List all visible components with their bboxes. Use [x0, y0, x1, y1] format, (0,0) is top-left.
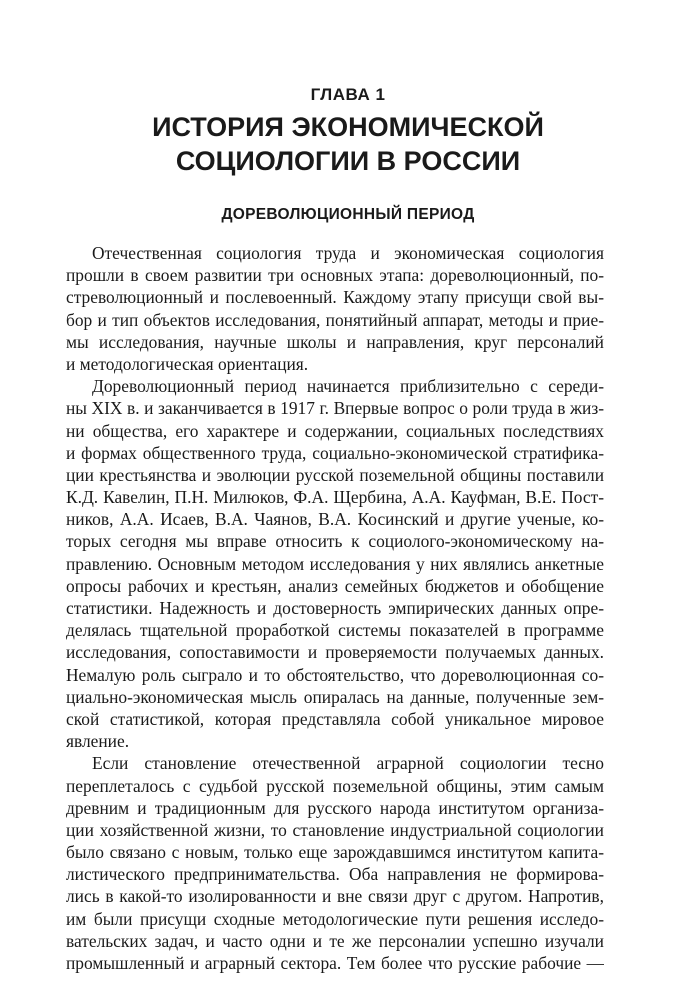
- text-line: К.Д. Кавелин, П.Н. Милюков, Ф.А. Щербина, А.А. Кауфман, В.Е. Пост-: [66, 487, 604, 508]
- text-line: Если становление отечественной аграрной социологии тесно: [92, 753, 604, 774]
- text-line: древним и традиционным для русского народа институтом организа-: [66, 797, 604, 818]
- text-line: циально-экономическая мысль опиралась на данные, полученные зем-: [66, 686, 604, 707]
- text-line: исследования, сопоставимости и проверяемости получаемых данных.: [66, 642, 604, 663]
- text-line: и методологическая ориентация.: [66, 353, 309, 374]
- text-line: листического предпринимательства. Оба направления не формирова-: [66, 864, 604, 885]
- paragraph: [66, 375, 604, 752]
- paragraph: [66, 242, 604, 375]
- text-line: делялась тщательной проработкой системы показателей в программе: [66, 620, 604, 641]
- text-line: статистики. Надежность и достоверность эмпирических данных опре-: [66, 598, 604, 618]
- text-line: переплеталось с судьбой русской поземельной общины, этим самым: [66, 775, 604, 796]
- text-line: явление.: [66, 731, 130, 752]
- text-line: правлению. Основным методом исследования у них являлись анкетные: [66, 553, 604, 574]
- text-line: ни общества, его характере и содержании, социальных последствиях: [66, 420, 604, 441]
- chapter-title-line: СОЦИОЛОГИИ В РОССИИ: [175, 146, 521, 176]
- text-line: ской статистикой, которая представляла собой уникальное мировое: [66, 708, 604, 729]
- chapter-title: [0, 110, 696, 178]
- text-line: прошли в своем развитии три основных этапа: дореволюционный, по-: [66, 265, 604, 286]
- text-line: Отечественная социология труда и экономическая социология: [92, 243, 604, 263]
- text-line: лись в какой-то изолированности и вне связи друг с другом. Напротив,: [66, 886, 604, 907]
- chapter-label: ГЛАВА 1: [310, 85, 386, 104]
- section-title: ДОРЕВОЛЮЦИОННЫЙ ПЕРИОД: [221, 206, 475, 223]
- text-line: мы исследования, научные школы и направления, круг персоналий: [66, 331, 604, 352]
- chapter-title-line: ИСТОРИЯ ЭКОНОМИЧЕСКОЙ: [152, 112, 544, 142]
- body-text: [66, 242, 604, 974]
- paragraph: [66, 752, 604, 974]
- text-line: бор и тип объектов исследования, понятийный аппарат, методы и прие-: [66, 309, 604, 330]
- text-line: ции крестьянства и эволюции русской поземельной общины поставили: [66, 464, 604, 485]
- text-line: торых сегодня мы вправе относить к социолого-экономическому на-: [66, 531, 604, 552]
- text-line: ников, А.А. Исаев, В.А. Чаянов, В.А. Косинский и другие ученые, ко-: [66, 509, 604, 530]
- text-line: было связано с новым, только еще зарождавшимся институтом капита-: [66, 842, 604, 863]
- text-line: вательских задач, и часто одни и те же персоналии успешно изучали: [66, 930, 604, 951]
- text-line: промышленный и аграрный сектора. Тем более что русские рабочие —: [66, 953, 604, 973]
- text-line: ны XIX в. и заканчивается в 1917 г. Впервые вопрос о роли труда в жиз-: [66, 398, 604, 419]
- text-line: Дореволюционный период начинается приблизительно с середи-: [92, 376, 604, 397]
- text-line: им были присущи сходные методологические пути решения исследо-: [66, 908, 604, 929]
- text-line: и формах общественного труда, социально-экономической стратифика-: [66, 442, 604, 463]
- text-line: опросы рабочих и крестьян, анализ семейных бюджетов и обобщение: [66, 575, 604, 596]
- text-line: стреволюционный и послевоенный. Каждому этапу присущи свой вы-: [66, 287, 604, 308]
- text-line: Немалую роль сыграло и то обстоятельство, что дореволюционная со-: [66, 664, 604, 685]
- text-line: ции хозяйственной жизни, то становление индустриальной социологии: [66, 819, 604, 840]
